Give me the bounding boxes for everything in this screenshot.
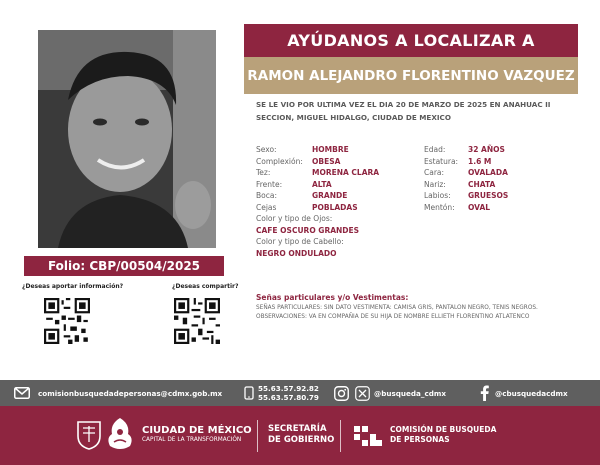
qr-share-label: ¿Deseas compartir? [172,283,239,290]
missing-person-photo [38,30,216,248]
attr-value-build: OBESA [312,156,341,166]
instagram-icon [334,386,349,401]
qr-info-label: ¿Deseas aportar información? [22,283,124,290]
attr-label-nose: Nariz: [424,179,446,189]
comision-line-2: DE PERSONAS [390,435,450,444]
qr-code-share[interactable] [174,298,220,344]
attr-value-face: OVALADA [468,168,508,177]
attr-label-forehead: Frente: [256,179,283,189]
cdmx-emblem-icon [104,416,136,452]
marks-line-1: SEÑAS PARTICULARES: SIN DATO VESTIMENTA: CAMISA GRIS, PANTALON NEGRO, TENIS NEGROS. [256,305,538,311]
phone-contact[interactable] [244,380,319,406]
folio-label: Folio: CBP/00504/2025 [24,256,224,276]
footer-divider-1 [257,420,258,452]
attr-label-face: Cara: [424,168,445,177]
qr-code-info[interactable] [44,298,90,344]
footer-divider-2 [340,420,341,452]
footer [0,406,600,465]
phone-1: 55.63.57.92.82 [258,384,319,393]
attr-label-sex: Sexo: [256,145,277,154]
attr-value-skin: MORENA CLARA [312,168,380,177]
attr-label-age: Edad: [424,145,446,154]
contact-bar [0,380,600,406]
attr-label-mouth: Boca: [256,191,277,200]
phone-2: 55.63.57.80.79 [258,393,319,402]
attr-value-lips: GRUESOS [468,191,509,200]
facebook-icon [480,385,489,401]
email-icon [14,387,30,399]
phone-icon [244,386,254,400]
facebook-handle: @cbusquedacdmx [495,388,568,398]
comision-text [390,425,496,445]
attr-value-mouth: GRANDE [312,191,348,200]
cdmx-title: CIUDAD DE MÉXICO [142,425,252,436]
secretaria-line-1: SECRETARÍA [268,424,327,434]
attr-label-skin: Tez: [256,168,271,177]
attr-label-hair: Color y tipo de Cabello: [256,237,344,246]
marks-text [256,304,586,322]
page-title: AYÚDANOS A LOCALIZAR A [244,24,578,57]
x-icon [355,386,370,401]
attr-label-eyebrows: Cejas [256,202,277,212]
attr-value-nose: CHATA [468,179,496,189]
comision-logo-icon [354,426,382,446]
attr-value-eyes: CAFE OSCURO GRANDES [256,225,360,235]
attr-value-height: 1.6 M [468,156,492,166]
attr-label-lips: Labios: [424,191,451,200]
attr-label-eyes: Color y tipo de Ojos: [256,214,333,223]
attr-label-build: Complexión: [256,156,303,166]
comision-line-1: COMISIÓN DE BUSQUEDA [390,425,497,434]
attr-value-hair: NEGRO ONDULADO [256,248,337,258]
attr-value-sex: HOMBRE [312,145,349,154]
marks-line-2: OBSERVACIONES: VA EN COMPAÑIA DE SU HIJA DE NOMBRE ELLIETH FLORENTINO ATLATENCO [256,314,530,320]
attr-value-eyebrows: POBLADAS [312,202,358,212]
social-handle: @busqueda_cdmx [374,388,446,398]
attr-label-height: Estatura: [424,156,459,166]
last-seen-text: SE LE VIO POR ULTIMA VEZ EL DIA 20 DE MARZO DE 2025 EN ANAHUAC II SECCION, MIGUEL HIDALGO, CIUDAD DE MEXICO [256,100,551,122]
cdmx-shield-icon [76,420,102,450]
attr-value-forehead: ALTA [312,179,332,189]
attr-label-chin: Mentón: [424,202,455,212]
secretaria-line-2: DE GOBIERNO [268,435,335,445]
facebook-contact[interactable] [480,380,568,406]
attr-value-chin: OVAL [468,202,491,212]
email-contact[interactable] [14,380,222,406]
secretaria-text [268,424,334,446]
social-contact[interactable] [334,380,446,406]
person-name: RAMON ALEJANDRO FLORENTINO VAZQUEZ [244,57,578,94]
email-text: comisionbusquedadepersonas@cdmx.gob.mx [38,388,223,398]
marks-title: Señas particulares y/o Vestimentas: [256,293,409,302]
attr-value-age: 32 AÑOS [468,145,505,154]
cdmx-subtitle: CAPITAL DE LA TRANSFORMACIÓN [142,437,242,443]
